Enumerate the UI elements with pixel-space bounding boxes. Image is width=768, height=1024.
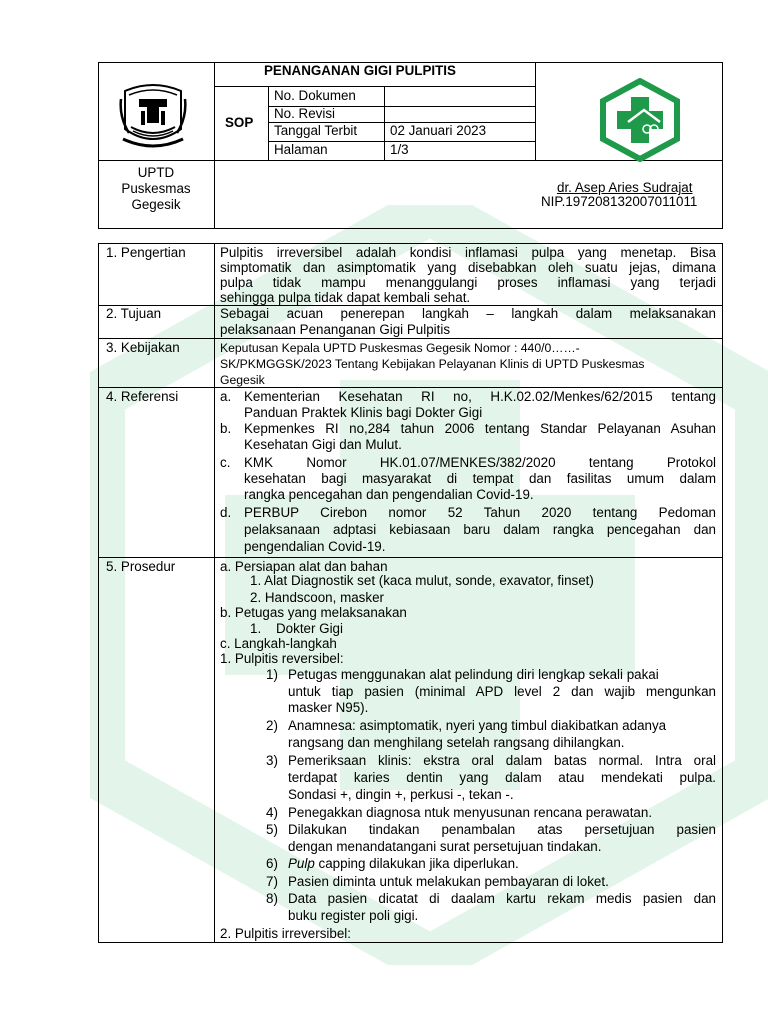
step-line: Pasien diminta untuk melakukan pembayaran di loket. xyxy=(288,874,609,889)
step-number: 8) xyxy=(266,891,278,906)
step-line: Pemeriksaan klinis: ekstra oral dalam batas normal. Intra oral xyxy=(288,753,716,768)
section-label-tujuan: 2. Tujuan xyxy=(106,306,162,321)
referensi-line: Kementerian Kesehatan RI no, H.K.02.02/Menkes/62/2015 tentang xyxy=(244,389,716,404)
puskesmas-logo xyxy=(598,78,682,162)
section-label-prosedur: 5. Prosedur xyxy=(106,559,176,574)
tujuan-line: pelaksanaan Penanganan Gigi Pulpitis xyxy=(220,322,451,337)
prosedur-pulpitis-irreversibel: 2. Pulpitis irreversibel: xyxy=(220,926,351,941)
step-line: terdapat karies dentin yang dalam atau mendekati pulpa. xyxy=(288,770,716,785)
prosedur-item-b1-number: 1. xyxy=(250,621,262,636)
kabupaten-crest-logo xyxy=(117,77,189,157)
step-line xyxy=(288,856,519,872)
unit-name: UPTD Puskesmas Gegesik xyxy=(121,165,191,212)
step-line: masker N95). xyxy=(288,700,369,715)
meta-value-halaman: 1/3 xyxy=(390,142,409,157)
referensi-marker: c. xyxy=(220,455,231,470)
step-line: untuk tiap pasien (minimal APD level 2 dan wajib mengunkan xyxy=(288,684,716,699)
step-number: 3) xyxy=(266,753,278,768)
referensi-line: pelaksanaan adptasi kebiasaan baru dalam rangka pencegahan dan xyxy=(244,522,716,537)
meta-label-no-revisi: No. Revisi xyxy=(274,106,336,121)
pengertian-line: sehingga pulpa tidak dapat kembali sehat. xyxy=(220,290,471,305)
step-line: Penegakkan diagnosa ntuk menyusunan rencana perawatan. xyxy=(288,805,653,820)
meta-label-no-dokumen: No. Dokumen xyxy=(274,88,356,103)
referensi-line: KMK Nomor HK.01.07/MENKES/382/2020 tentang Protokol xyxy=(244,455,716,470)
referensi-line: Kepmenkes RI no,284 tahun 2006 tentang Standar Pelayanan Asuhan xyxy=(244,421,716,436)
referensi-line: kesehatan bagi masyarakat di tempat dan fasilitas umum dalam xyxy=(244,471,716,486)
meta-value-tanggal-terbit: 02 Januari 2023 xyxy=(390,123,487,138)
kebijakan-line: SK/PKMGGSK/2023 Tentang Kebijakan Pelayanan Klinis di UPTD Puskesmas xyxy=(220,357,645,371)
pengertian-line: Pulpitis irreversibel adalah kondisi inflamasi pulpa yang menetap. Bisa xyxy=(220,245,716,260)
referensi-line: rangka pencegahan dan pengendalian Covid-19. xyxy=(244,487,534,502)
step-number: 2) xyxy=(266,718,278,733)
step-number: 6) xyxy=(266,856,278,871)
kebijakan-line: Gegesik xyxy=(220,373,265,387)
referensi-line: PERBUP Cirebon nomor 52 Tahun 2020 tentang Pedoman xyxy=(244,505,716,520)
document-title: PENANGANAN GIGI PULPITIS xyxy=(264,63,456,78)
tujuan-line: Sebagai acuan penerepan langkah – langkah dalam melaksanakan xyxy=(220,306,716,321)
referensi-line: pengendalian Covid-19. xyxy=(244,539,386,554)
prosedur-pulpitis-reversibel: 1. Pulpitis reversibel: xyxy=(220,651,344,666)
step-line: Data pasien dicatat di daalam kartu rekam medis pasien dan xyxy=(288,891,716,906)
kebijakan-line: Keputusan Kepala UPTD Puskesmas Gegesik Nomor : 440/0……- xyxy=(220,341,580,355)
meta-label-halaman: Halaman xyxy=(274,142,328,157)
section-label-referensi: 4. Referensi xyxy=(106,389,179,404)
signer-nip: NIP.197208132007011011 xyxy=(541,194,698,209)
meta-label-tanggal-terbit: Tanggal Terbit xyxy=(274,123,358,138)
sop-label: SOP xyxy=(225,115,254,130)
prosedur-item-a: a. Persiapan alat dan bahan xyxy=(220,559,388,574)
prosedur-item-b1: Dokter Gigi xyxy=(276,621,343,636)
referensi-marker: b. xyxy=(220,421,232,436)
prosedur-item-a2: 2. Handscoon, masker xyxy=(250,590,384,605)
referensi-marker: d. xyxy=(220,505,232,520)
prosedur-item-a1: 1. Alat Diagnostik set (kaca mulut, sonde, exavator, finset) xyxy=(250,573,594,588)
step-line: Anamnesa: asimptomatik, nyeri yang timbul diakibatkan adanya xyxy=(288,718,667,733)
signer-name: dr. Asep Aries Sudrajat xyxy=(557,180,693,195)
step-number: 1) xyxy=(266,667,278,682)
referensi-marker: a. xyxy=(220,389,232,404)
step-line: Sondasi +, dingin +, perkusi -, tekan -. xyxy=(288,787,514,802)
pengertian-line: simptomatik dan asimptomatik yang disebabkan oleh suatu jejas, dimana xyxy=(220,260,716,275)
step-line: Dilakukan tindakan penambalan atas persetujuan pasien xyxy=(288,822,716,837)
section-label-kebijakan: 3. Kebijakan xyxy=(106,340,180,355)
step-number: 5) xyxy=(266,822,278,837)
section-label-pengertian: 1. Pengertian xyxy=(106,245,186,260)
step-italic-word: Pulp xyxy=(288,856,315,871)
step-line: rangsang dan menghilang setelah rangsang dihilangkan. xyxy=(288,735,625,750)
prosedur-item-c: c. Langkah-langkah xyxy=(220,636,337,651)
step-line-rest: capping dilakukan jika diperlukan. xyxy=(314,856,519,871)
prosedur-item-b: b. Petugas yang melaksanakan xyxy=(220,605,407,620)
step-line: Petugas menggunakan alat pelindung diri lengkap sekali pakai xyxy=(288,667,659,682)
referensi-line: Kesehatan Gigi dan Mulut. xyxy=(244,437,402,452)
step-line: buku register poli gigi. xyxy=(288,908,419,923)
step-number: 4) xyxy=(266,805,278,820)
step-line: dengan menandatangani surat persetujuan tindakan. xyxy=(288,839,602,854)
step-number: 7) xyxy=(266,874,278,889)
pengertian-line: pulpa tidak mampu menanggulangi proses inflamasi yang terjadi xyxy=(220,275,716,290)
referensi-line: Panduan Praktek Klinis bagi Dokter Gigi xyxy=(244,405,483,420)
